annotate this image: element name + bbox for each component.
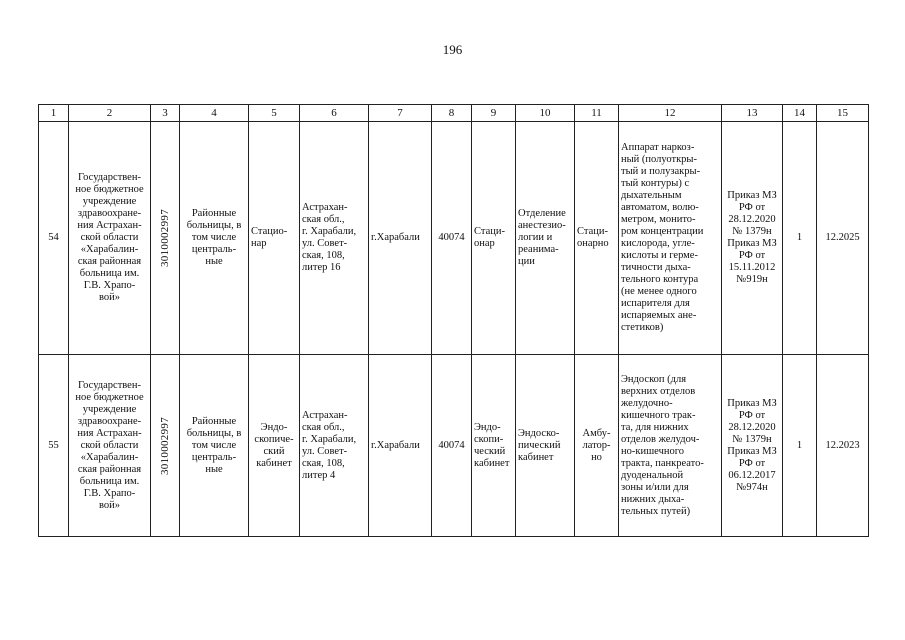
address-cell: Астрахан- ская обл., г. Харабали, ул. Совет- ская, 108, литер 4 xyxy=(300,355,369,537)
page-number: 196 xyxy=(442,42,463,57)
unit-type-cell: Эндо- скопи- ческий кабинет xyxy=(472,355,516,537)
column-header: 8 xyxy=(432,105,472,122)
column-header: 9 xyxy=(472,105,516,122)
table-row xyxy=(39,355,869,537)
column-header: 11 xyxy=(575,105,619,122)
okato-cell: 40074 xyxy=(432,355,472,537)
column-header: 15 xyxy=(817,105,869,122)
column-header: 12 xyxy=(619,105,722,122)
row-number: 55 xyxy=(39,355,69,537)
column-header: 2 xyxy=(69,105,151,122)
unit-cell: Эндо- скопиче- ский кабинет xyxy=(249,355,300,537)
care-form-cell: Амбу- латор- но xyxy=(575,355,619,537)
row-number: 54 xyxy=(39,122,69,355)
city-cell: г.Харабали xyxy=(369,355,432,537)
column-header: 3 xyxy=(151,105,180,122)
table-row xyxy=(39,122,869,355)
column-header: 1 xyxy=(39,105,69,122)
column-header: 7 xyxy=(369,105,432,122)
date-cell: 12.2023 xyxy=(817,355,869,537)
equipment-registry-table xyxy=(38,104,869,537)
column-number-row xyxy=(39,105,869,122)
unit-cell: Стацио- нар xyxy=(249,122,300,355)
equipment-cell: Аппарат наркоз- ный (полуоткры- тый и полузакры- тый контуры) с дыхательным автоматом, волю- метром, монито- ром концентрации кислорода, угле- кислоты и герме- тичности дыха- тельного контура (не менее одного испарителя для испаряемых ане- стетиков) xyxy=(619,122,722,355)
organization-cell: Государствен- ное бюджетное учреждение здравоохране- ния Астрахан- ской области «Харабалин- ская районная больница им. Г.В. Храпо- вой» xyxy=(69,122,151,355)
unit-type-cell: Стаци- онар xyxy=(472,122,516,355)
column-header: 5 xyxy=(249,105,300,122)
okato-cell: 40074 xyxy=(432,122,472,355)
column-header: 6 xyxy=(300,105,369,122)
equipment-cell: Эндоскоп (для верхних отделов желудочно- кишечного трак- та, для нижних отделов желудоч- но-кишечного тракта, панкреато- дуоденальной зоны и/или для нижних дыха- тельных путей) xyxy=(619,355,722,537)
care-form-cell: Стаци- онарно xyxy=(575,122,619,355)
column-header: 10 xyxy=(516,105,575,122)
city-cell: г.Харабали xyxy=(369,122,432,355)
facility-type-cell: Районные больницы, в том числе централь- ные xyxy=(180,122,249,355)
order-cell: Приказ МЗ РФ от 28.12.2020 № 1379н Приказ МЗ РФ от 15.11.2012 №919н xyxy=(722,122,783,355)
address-cell: Астрахан- ская обл., г. Харабали, ул. Совет- ская, 108, литер 16 xyxy=(300,122,369,355)
department-cell: Эндоско- пический кабинет xyxy=(516,355,575,537)
code-cell xyxy=(151,355,180,537)
organization-code: 3010002997 xyxy=(159,209,171,267)
organization-code: 3010002997 xyxy=(159,416,171,475)
department-cell: Отделение анестезио- логии и реанима- ции xyxy=(516,122,575,355)
date-cell: 12.2025 xyxy=(817,122,869,355)
column-header: 13 xyxy=(722,105,783,122)
column-header: 4 xyxy=(180,105,249,122)
code-cell xyxy=(151,122,180,355)
organization-cell: Государствен- ное бюджетное учреждение здравоохране- ния Астрахан- ской области «Харабалин- ская районная больница им. Г.В. Храпо- вой» xyxy=(69,355,151,537)
column-header: 14 xyxy=(783,105,817,122)
facility-type-cell: Районные больницы, в том числе централь- ные xyxy=(180,355,249,537)
quantity-cell: 1 xyxy=(783,122,817,355)
order-cell: Приказ МЗ РФ от 28.12.2020 № 1379н Приказ МЗ РФ от 06.12.2017 №974н xyxy=(722,355,783,537)
quantity-cell: 1 xyxy=(783,355,817,537)
